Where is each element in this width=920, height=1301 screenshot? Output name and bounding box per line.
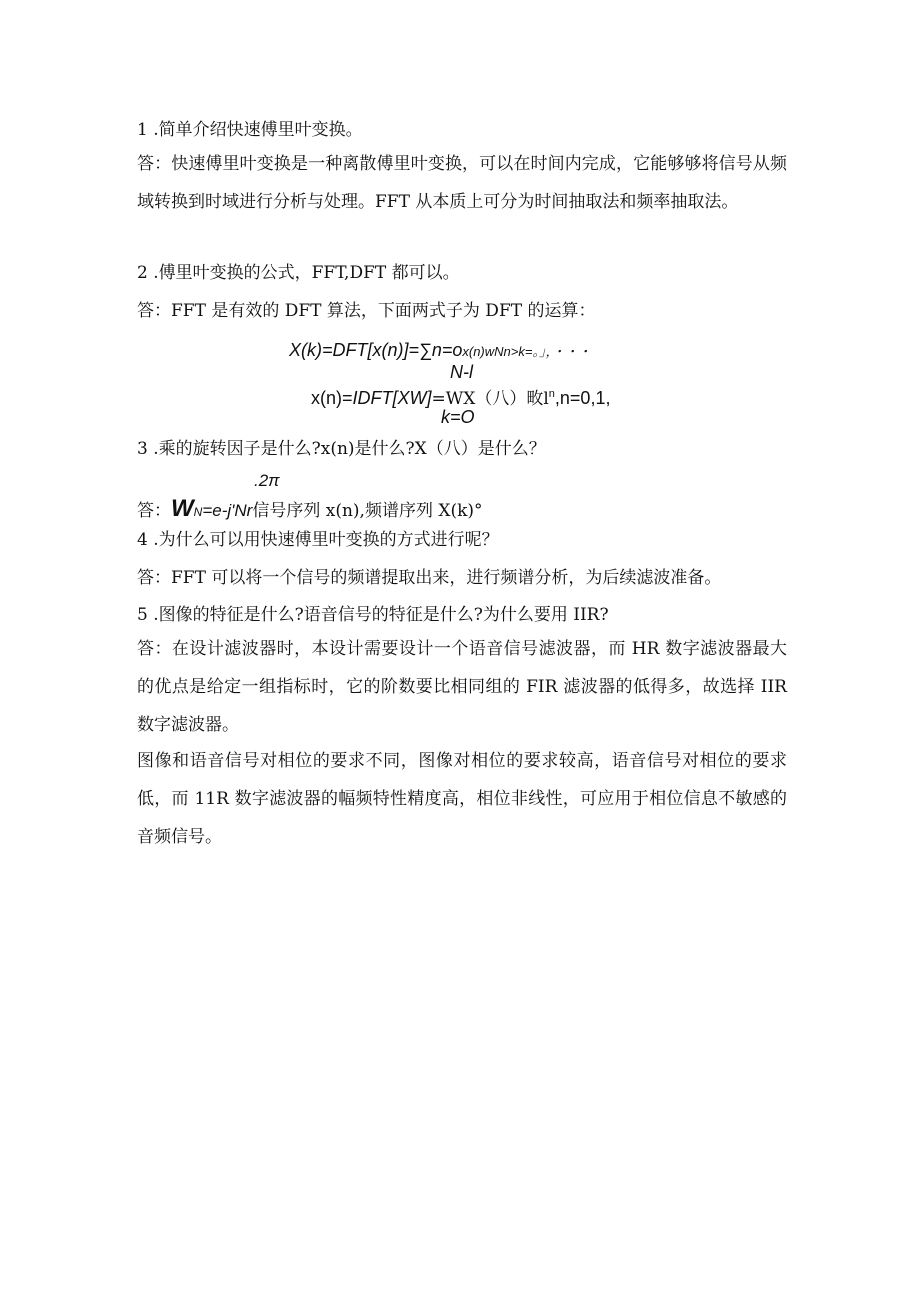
twiddle-w: W	[171, 495, 194, 522]
answer-3-prefix: 答：	[137, 501, 171, 521]
answer-3-text: 信号序列 x(n),频谱序列 X(k)°	[252, 501, 483, 521]
twiddle-expression: =e-j'Nr	[202, 501, 253, 520]
question-3: 3 .乘的旋转因子是什么?x(n)是什么?X（八）是什么？	[137, 439, 546, 459]
idft-formula-limit: k=O	[441, 407, 475, 427]
idft-formula-italic: IDFT[XW]	[352, 388, 432, 408]
idft-formula-end: ,n=0,1,	[554, 388, 611, 408]
idft-formula-tail: =WX（八）畋l	[431, 389, 549, 409]
dft-formula	[289, 340, 591, 361]
answer-5: 答：在设计滤波器时，本设计需要设计一个语音信号滤波器，而 HR 数字滤波器最大的优点是给定一组指标时，它的阶数要比相同组的 FIR 滤波器的低得多，故选择 IIR 数字滤波器。	[137, 639, 787, 735]
dft-formula-limit: N-l	[450, 362, 473, 382]
paragraph-6: 图像和语音信号对相位的要求不同，图像对相位的要求较高，语音信号对相位的要求低，而 11R 数字滤波器的幅频特性精度高，相位非线性，可应用于相位信息不敏感的音频信号。	[137, 751, 787, 847]
idft-formula-prefix: x(n)=	[311, 388, 353, 408]
answer-3	[137, 495, 483, 526]
answer-2: 答：FFT 是有效的 DFT 算法，下面两式子为 DFT 的运算：	[137, 301, 596, 321]
answer-1: 答：快速傅里叶变换是一种离散傅里叶变换，可以在时间内完成，它能够够将信号从频域转换到时域进行分析与处理。FFT 从本质上可分为时间抽取法和频率抽取法。	[137, 154, 787, 212]
twiddle-exponent: .2π	[254, 471, 280, 490]
question-5: 5 .图像的特征是什么?语音信号的特征是什么?为什么要用 IIR?	[137, 605, 609, 625]
idft-formula	[311, 384, 610, 409]
twiddle-w-sub: N	[193, 505, 203, 519]
dft-formula-main: X(k)=DFT[x(n)]=∑n=o	[289, 340, 463, 360]
question-2: 2 .傅里叶变换的公式，FFT,DFT 都可以。	[137, 263, 460, 283]
answer-4: 答：FFT 可以将一个信号的频谱提取出来，进行频谱分析，为后续滤波准备。	[137, 568, 722, 588]
idft-formula-sup: n	[548, 388, 555, 400]
dft-formula-tail: x(n)wNn>k=。」，・・・	[462, 344, 591, 359]
question-4: 4 .为什么可以用快速傅里叶变换的方式进行呢？	[137, 530, 499, 550]
question-1: 1 .简单介绍快速傅里叶变换。	[137, 120, 363, 140]
